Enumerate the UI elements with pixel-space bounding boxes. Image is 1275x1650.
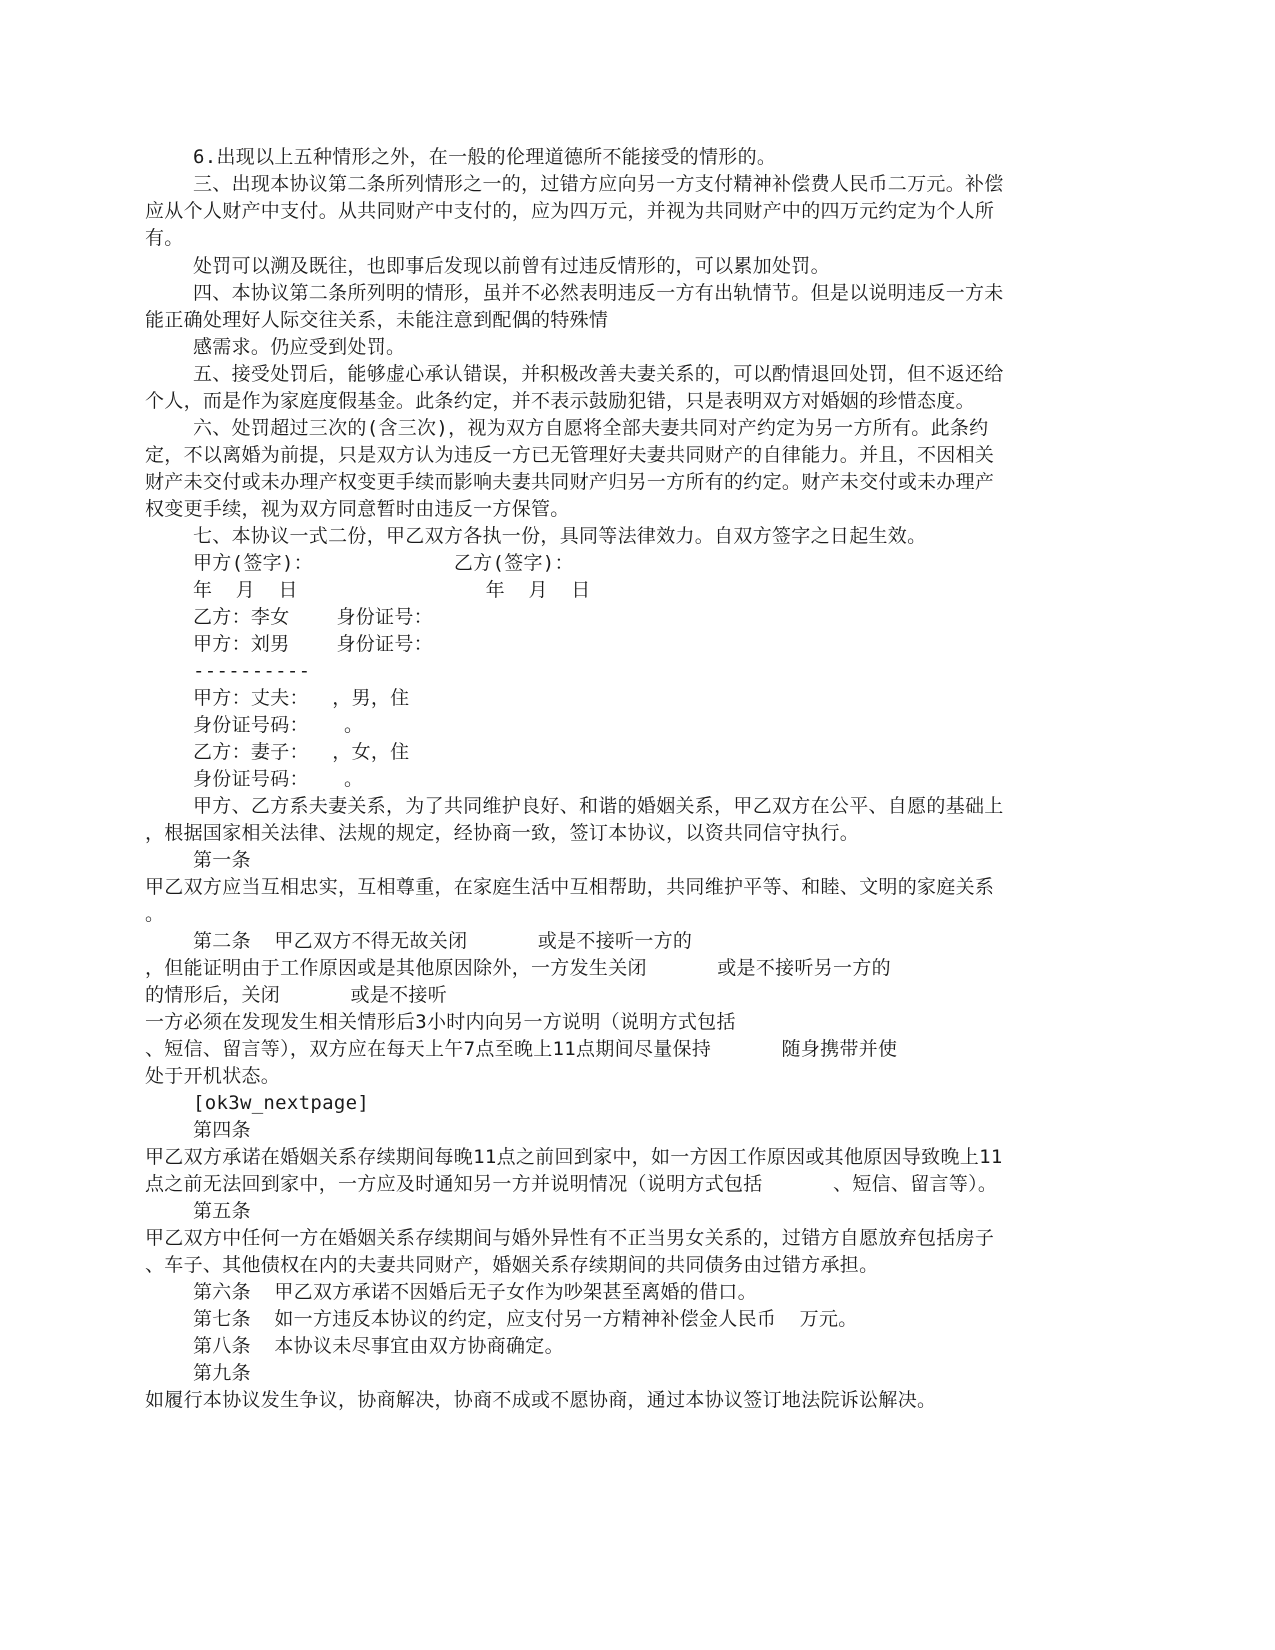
text-line: 处罚可以溯及既往，也即事后发现以前曾有过违反情形的，可以累加处罚。 bbox=[193, 255, 830, 277]
text-line: 第七条 如一方违反本协议的约定，应支付另一方精神补偿金人民币 万元。 bbox=[193, 1308, 858, 1330]
text-line: 甲乙双方应当互相忠实，互相尊重，在家庭生活中互相帮助，共同维护平等、和睦、文明的家庭关系 bbox=[145, 876, 995, 898]
text-line: 甲方：丈夫： ，男，住 bbox=[193, 687, 410, 709]
text-line: 甲方：刘男 身份证号： bbox=[193, 633, 433, 655]
text-line: 如履行本协议发生争议，协商解决，协商不成或不愿协商，通过本协议签订地法院诉讼解决。 bbox=[145, 1389, 937, 1411]
text-line: 点之前无法回到家中，一方应及时通知另一方并说明情况（说明方式包括 、短信、留言等）。 bbox=[145, 1173, 998, 1195]
date-line: 年 月 日 年 月 日 bbox=[193, 579, 591, 601]
text-line: 定，不以离婚为前提，只是双方认为违反一方已无管理好夫妻共同财产的自律能力。并且，不因相关 bbox=[145, 444, 995, 466]
article-heading: 第九条 bbox=[193, 1362, 251, 1384]
text-line: 、短信、留言等），双方应在每天上午7点至晚上11点期间尽量保持 随身携带并使 bbox=[145, 1038, 898, 1060]
text-line: 身份证号码： 。 bbox=[193, 714, 364, 736]
article-heading: 第一条 bbox=[193, 849, 251, 871]
page-break-marker: [ok3w_nextpage] bbox=[193, 1092, 370, 1114]
text-line: 第二条 甲乙双方不得无故关闭 或是不接听一方的 bbox=[193, 930, 693, 952]
text-line: 四、本协议第二条所列明的情形，虽并不必然表明违反一方有出轨情节。但是以说明违反一方未 bbox=[193, 282, 1004, 304]
text-line: 甲方、乙方系夫妻关系，为了共同维护良好、和谐的婚姻关系，甲乙双方在公平、自愿的基础上 bbox=[193, 795, 1004, 817]
text-line: 权变更手续，视为双方同意暂时由违反一方保管。 bbox=[145, 498, 570, 520]
text-line: 甲乙双方承诺在婚姻关系存续期间每晚11点之前回到家中，如一方因工作原因或其他原因导致晚上11 bbox=[145, 1146, 1003, 1168]
text-line: 三、出现本协议第二条所列情形之一的，过错方应向另一方支付精神补偿费人民币二万元。补偿 bbox=[193, 173, 1004, 195]
separator-line: ---------- bbox=[193, 660, 311, 682]
article-heading: 第五条 bbox=[193, 1200, 251, 1222]
text-line: 有。 bbox=[145, 227, 184, 249]
text-line: 身份证号码： 。 bbox=[193, 768, 364, 790]
text-line: 甲乙双方中任何一方在婚姻关系存续期间与婚外异性有不正当男女关系的，过错方自愿放弃包括房子 bbox=[145, 1227, 995, 1249]
text-line: 。 bbox=[145, 903, 165, 925]
text-line: 一方必须在发现发生相关情形后3小时内向另一方说明（说明方式包括 bbox=[145, 1011, 736, 1033]
text-line: 七、本协议一式二份，甲乙双方各执一份，具同等法律效力。自双方签字之日起生效。 bbox=[193, 525, 927, 547]
signature-line: 甲方(签字)： 乙方(签字)： bbox=[193, 552, 574, 574]
text-line: 、车子、其他债权在内的夫妻共同财产，婚姻关系存续期间的共同债务由过错方承担。 bbox=[145, 1254, 879, 1276]
text-line: 五、接受处罚后，能够虚心承认错误，并积极改善夫妻关系的，可以酌情退回处罚，但不返还给 bbox=[193, 363, 1004, 385]
text-line: 能正确处理好人际交往关系，未能注意到配偶的特殊情 bbox=[145, 309, 609, 331]
text-line: 处于开机状态。 bbox=[145, 1065, 281, 1087]
text-line: 应从个人财产中支付。从共同财产中支付的，应为四万元，并视为共同财产中的四万元约定为个人所 bbox=[145, 200, 995, 222]
text-line: 乙方：妻子： ，女，住 bbox=[193, 741, 410, 763]
text-line: 个人，而是作为家庭度假基金。此条约定，并不表示鼓励犯错，只是表明双方对婚姻的珍惜态度。 bbox=[145, 390, 975, 412]
text-line: 第八条 本协议未尽事宜由双方协商确定。 bbox=[193, 1335, 564, 1357]
text-line: 的情形后，关闭 或是不接听 bbox=[145, 984, 448, 1006]
text-line: 财产未交付或未办理产权变更手续而影响夫妻共同财产归另一方所有的约定。财产未交付或未办理产 bbox=[145, 471, 995, 493]
text-line: 六、处罚超过三次的(含三次)，视为双方自愿将全部夫妻共同对产约定为另一方所有。此条约 bbox=[193, 417, 989, 439]
text-line: ，根据国家相关法律、法规的规定，经协商一致，签订本协议，以资共同信守执行。 bbox=[145, 822, 860, 844]
text-line: 感需求。仍应受到处罚。 bbox=[193, 336, 406, 358]
text-line: ，但能证明由于工作原因或是其他原因除外，一方发生关闭 或是不接听另一方的 bbox=[145, 957, 891, 979]
text-line: 乙方：李女 身份证号： bbox=[193, 606, 433, 628]
article-heading: 第四条 bbox=[193, 1119, 251, 1141]
text-line: 6.出现以上五种情形之外，在一般的伦理道德所不能接受的情形的。 bbox=[193, 146, 777, 168]
text-line: 第六条 甲乙双方承诺不因婚后无子女作为吵架甚至离婚的借口。 bbox=[193, 1281, 757, 1303]
